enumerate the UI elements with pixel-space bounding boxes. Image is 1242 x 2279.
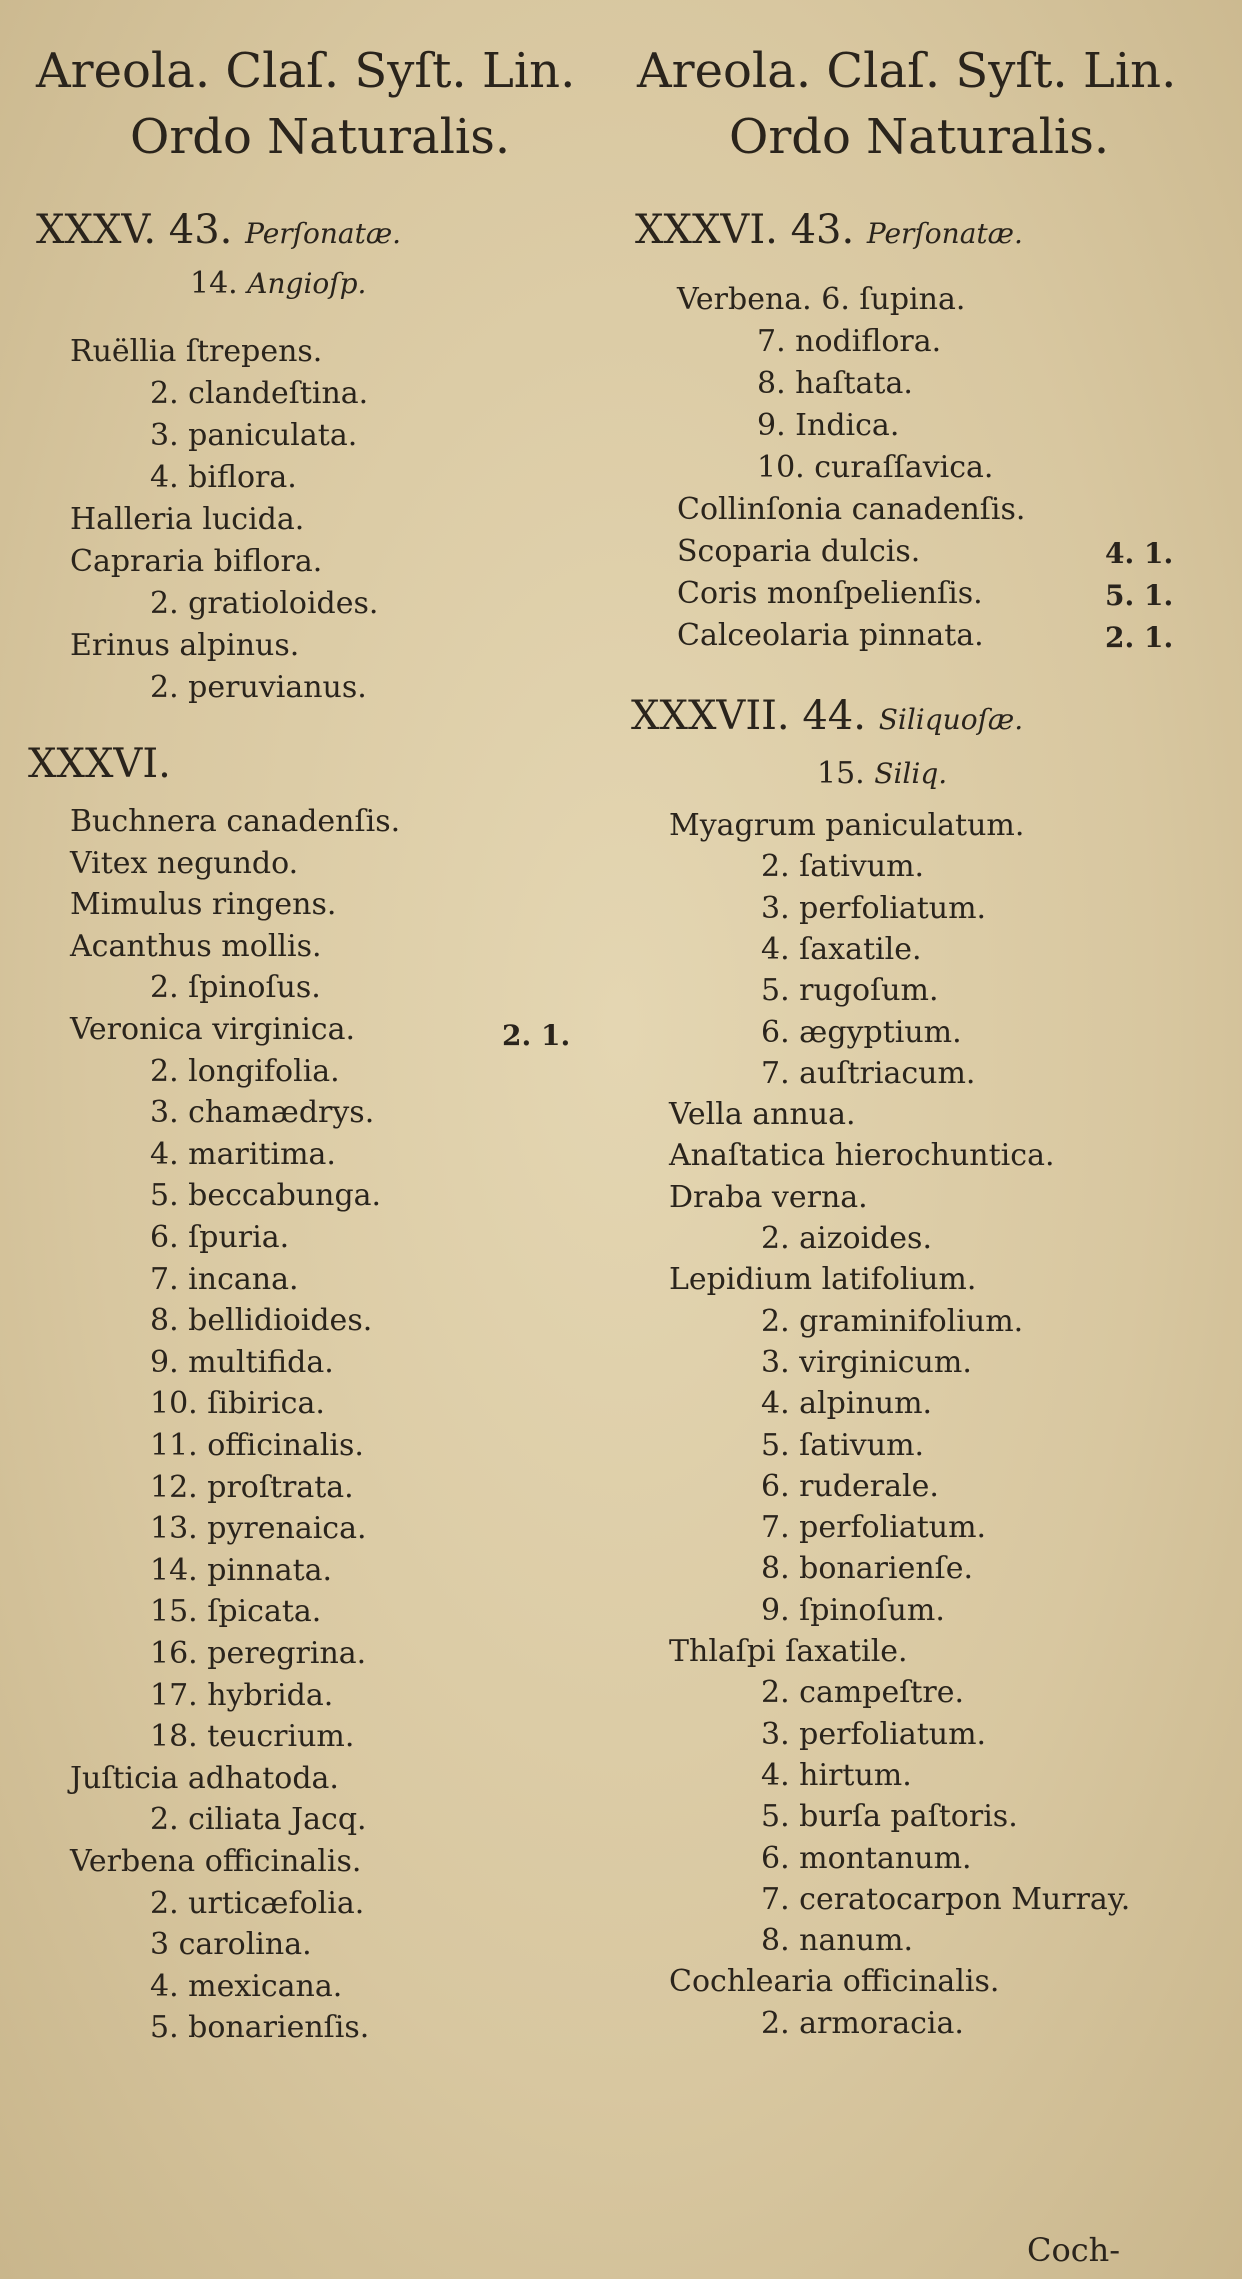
species-line: 7. incana. xyxy=(150,1261,299,1297)
species-line: 2. longifolia. xyxy=(150,1053,340,1089)
genus-line: Vitex negundo. xyxy=(70,845,299,881)
order-name: Perſonatæ. xyxy=(866,217,1023,250)
species-line: 4. maritima. xyxy=(150,1136,336,1172)
species-line: 2. ciliata Jacq. xyxy=(150,1802,367,1838)
subclass-number: 14. xyxy=(190,266,238,301)
subclass-name: Angioſp. xyxy=(247,267,367,300)
species-line: 2. armoracia. xyxy=(761,2005,964,2041)
right-subclass xyxy=(817,756,947,792)
species-line: 9. ſpinoſum. xyxy=(761,1592,945,1628)
subclass-number: 15. xyxy=(817,756,865,791)
genus-line: Verbena officinalis. xyxy=(70,1844,362,1879)
genus-line: Myagrum paniculatum. xyxy=(669,808,1025,843)
right-section2-heading xyxy=(631,694,1023,742)
species-line: 15. ſpicata. xyxy=(150,1594,322,1630)
species-line: 10. ſibirica. xyxy=(150,1386,325,1422)
right-header-line1: Areola. Claſ. Syſt. Lin. xyxy=(637,43,1177,99)
species-line: 4. alpinum. xyxy=(761,1386,933,1422)
species-line: 2. ſativum. xyxy=(761,849,925,885)
species-line: 4. hirtum. xyxy=(761,1757,912,1793)
species-line: 5. burſa paſtoris. xyxy=(761,1799,1018,1835)
genus-line: Vella annua. xyxy=(669,1097,856,1133)
species-line: 3. paniculata. xyxy=(150,418,358,453)
species-line: 2. peruvianus. xyxy=(150,670,367,705)
species-line: 7. perfoliatum. xyxy=(761,1510,987,1546)
species-line: 7. auſtriacum. xyxy=(761,1055,976,1091)
genus-line: Acanthus mollis. xyxy=(70,928,322,964)
species-line: 6. montanum. xyxy=(761,1840,972,1876)
species-line: 7. ceratocarpon Murray. xyxy=(761,1881,1131,1917)
genus-line: Capraria biflora. xyxy=(70,544,323,579)
species-line: 4. ſaxatile. xyxy=(761,931,922,967)
species-line: 6. ſpuria. xyxy=(150,1220,290,1255)
species-line: 12. proſtrata. xyxy=(150,1469,354,1505)
genus-line: Halleria lucida. xyxy=(70,502,305,537)
species-line: 2. graminifolium. xyxy=(761,1303,1024,1339)
species-line: 17. hybrida. xyxy=(150,1677,334,1713)
left-header-line2: Ordo Naturalis. xyxy=(130,109,511,165)
genus-line: Scoparia dulcis. xyxy=(677,534,921,569)
order-number: 43. xyxy=(790,207,855,253)
genus-line: Juſticia adhatoda. xyxy=(70,1760,339,1796)
species-line: 2. urticæfolia. xyxy=(150,1885,365,1921)
species-line: 5. ſativum. xyxy=(761,1427,925,1463)
catchword: Coch- xyxy=(1027,2231,1121,2269)
species-line: 2. gratioloides. xyxy=(150,586,379,621)
species-line: 4. mexicana. xyxy=(150,1968,343,2004)
species-line: 2. ſpinoſus. xyxy=(150,970,321,1006)
genus-line: Erinus alpinus. xyxy=(70,628,300,663)
species-line: 3 carolina. xyxy=(150,1927,312,1963)
subclass-name: Siliq. xyxy=(874,757,948,790)
species-line: 3. perfoliatum. xyxy=(761,1716,987,1752)
species-line: 8. haſtata. xyxy=(757,366,913,401)
genus-line: Lepidium latifolium. xyxy=(669,1262,977,1298)
order-name: Siliquoſæ. xyxy=(878,703,1024,736)
species-line: 14. pinnata. xyxy=(150,1552,333,1588)
species-line: 4. biflora. xyxy=(150,460,297,495)
genus-line: Calceolaria pinnata. xyxy=(677,618,984,653)
ref-number: 2. 1. xyxy=(1105,621,1174,654)
genus-line: Thlaſpi ſaxatile. xyxy=(669,1634,908,1669)
species-line: 9. multifida. xyxy=(150,1344,334,1380)
species-line: 2. aizoides. xyxy=(761,1221,932,1256)
species-line: 2. campeſtre. xyxy=(761,1675,965,1711)
order-number: 43. xyxy=(168,207,233,253)
left-ref-veronica: 2. 1. xyxy=(502,1019,571,1052)
species-line: 13. pyrenaica. xyxy=(150,1511,367,1547)
species-line: 6. ægyptium. xyxy=(761,1014,962,1050)
genus-line: Draba verna. xyxy=(669,1179,868,1215)
species-line: 10. curaſſavica. xyxy=(757,450,994,485)
left-section2-heading: XXXVI. xyxy=(28,741,171,787)
section-number: XXXVII. xyxy=(631,693,790,739)
left-header-line1: Areola. Claſ. Syſt. Lin. xyxy=(36,43,576,99)
section-number: XXXVI. xyxy=(635,207,778,253)
right-header-line2: Ordo Naturalis. xyxy=(729,109,1110,165)
species-line: 8. bonarienſe. xyxy=(761,1551,974,1587)
species-line: 5. beccabunga. xyxy=(150,1178,382,1214)
order-name: Perſonatæ. xyxy=(245,217,402,250)
species-line: 2. clandeſtina. xyxy=(150,376,369,411)
species-line: 8. nanum. xyxy=(761,1923,913,1959)
species-line: 3. chamædrys. xyxy=(150,1095,375,1131)
species-line: 11. officinalis. xyxy=(150,1428,364,1463)
genus-line: Anaſtatica hierochuntica. xyxy=(669,1138,1055,1174)
genus-line: Collinſonia canadenſis. xyxy=(677,492,1026,527)
order-number: 44. xyxy=(802,693,866,739)
species-line: 7. nodiflora. xyxy=(757,324,942,359)
species-line: 3. virginicum. xyxy=(761,1344,972,1380)
genus-line: Mimulus ringens. xyxy=(70,887,337,923)
species-line: 18. teucrium. xyxy=(150,1719,355,1755)
species-line: 5. bonarienſis. xyxy=(150,2010,370,2046)
genus-line: Buchnera canadenſis. xyxy=(70,804,401,839)
genus-line: Verbena. 6. ſupina. xyxy=(677,282,966,317)
genus-line: Ruëllia ſtrepens. xyxy=(70,334,323,369)
genus-line: Cochlearia officinalis. xyxy=(669,1964,1000,2000)
species-line: 9. Indica. xyxy=(757,408,900,443)
species-line: 8. bellidioides. xyxy=(150,1303,373,1339)
species-line: 5. rugoſum. xyxy=(761,973,939,1009)
genus-line: Veronica virginica. xyxy=(70,1012,356,1047)
section-number: XXXV. xyxy=(36,207,157,253)
right-section1-heading xyxy=(635,208,1023,256)
species-line: 3. perfoliatum. xyxy=(761,890,987,926)
ref-number: 5. 1. xyxy=(1105,579,1174,612)
species-line: 6. ruderale. xyxy=(761,1468,939,1504)
genus-line: Coris monſpelienſis. xyxy=(677,576,983,611)
ref-number: 4. 1. xyxy=(1105,537,1174,570)
left-subclass xyxy=(190,266,366,302)
species-line: 16. peregrina. xyxy=(150,1636,367,1671)
left-section1-heading xyxy=(36,208,401,256)
